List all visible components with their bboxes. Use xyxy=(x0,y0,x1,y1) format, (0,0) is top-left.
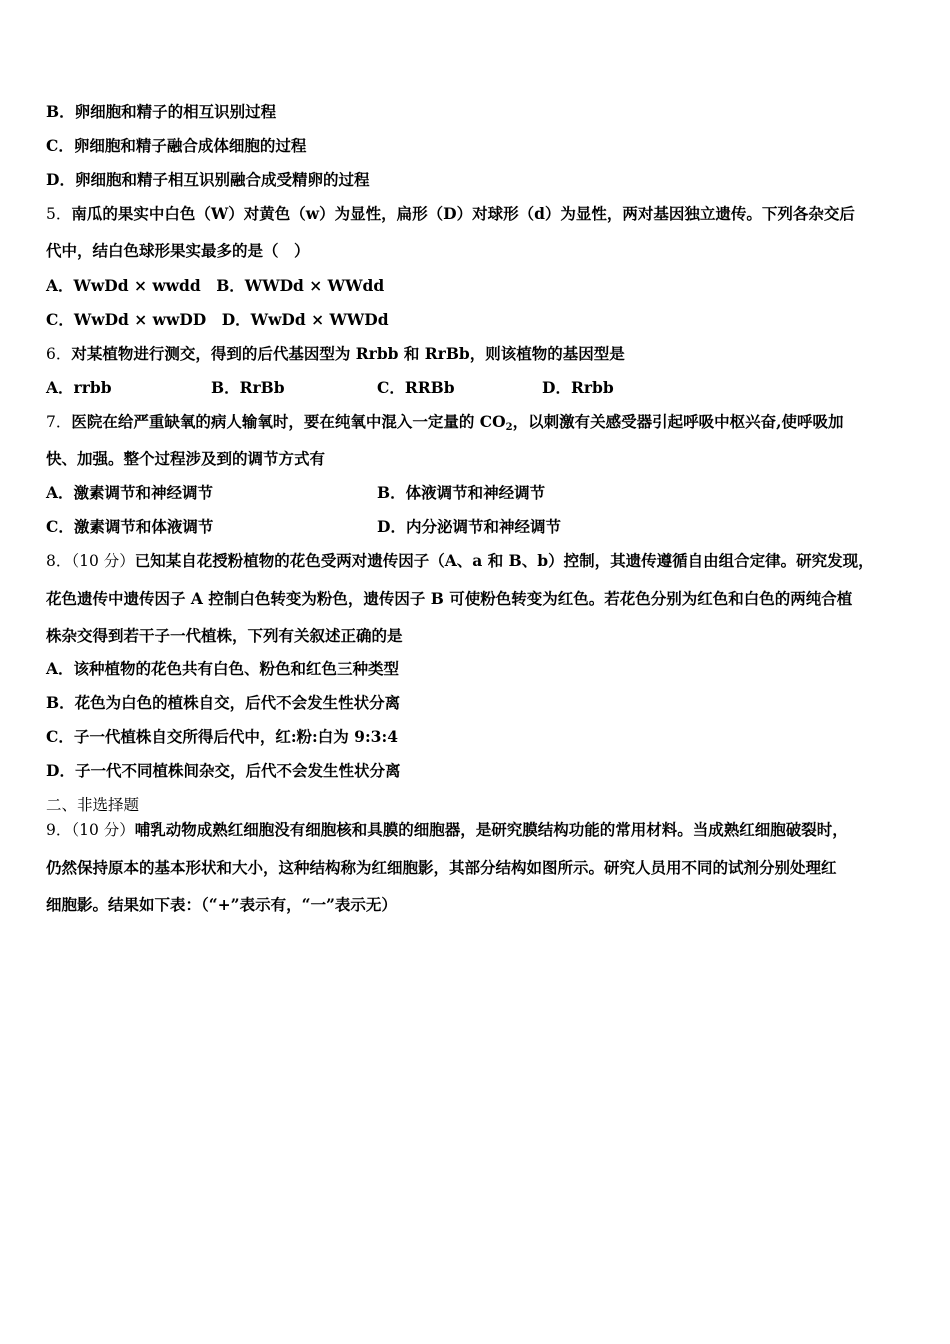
q8-option-a: A．该种植物的花色共有白色、粉色和红色三种类型 xyxy=(46,659,400,678)
q8-stem-line1 xyxy=(46,550,874,572)
q7-number: 7． xyxy=(46,413,72,431)
q8-number: 8． xyxy=(46,552,72,570)
q7-option-d: D．内分泌调节和神经调节 xyxy=(377,517,561,536)
q9-number: 9． xyxy=(46,821,72,839)
q7-stem-pre: 医院在给严重缺氧的病人输氧时，要在纯氧中混入一定量的 CO xyxy=(71,412,506,431)
q9-stem-text: 哺乳动物成熟红细胞没有细胞核和具膜的细胞器，是研究膜结构功能的常用材料。当成熟红细胞破裂时， xyxy=(134,820,848,839)
q5-options-ab: A．WwDd × wwdd B．WWDd × WWdd xyxy=(46,276,385,295)
q7-stem-line1 xyxy=(46,411,844,439)
q6-stem xyxy=(46,343,625,365)
q9-score: （10 分） xyxy=(71,821,135,839)
q5-options-cd: C．WwDd × wwDD D．WwDd × WWDd xyxy=(46,310,389,329)
q5-stem-text: 南瓜的果实中白色（W）对黄色（w）为显性，扁形（D）对球形（d）为显性，两对基因独立遗传。下列各杂交后 xyxy=(71,204,855,223)
q4-option-c: C．卵细胞和精子融合成体细胞的过程 xyxy=(46,136,307,155)
q6-option-d: D．Rrbb xyxy=(542,378,614,397)
q7-stem-line2: 快、加强。整个过程涉及到的调节方式有 xyxy=(46,449,326,468)
q8-option-d: D．子一代不同植株间杂交，后代不会发生性状分离 xyxy=(46,761,401,780)
q8-stem-line2: 花色遗传中遗传因子 A 控制白色转变为粉色，遗传因子 B 可使粉色转变为红色。若花色分别为红色和白色的两纯合植 xyxy=(46,589,853,608)
q7-co2-subscript: 2 xyxy=(505,422,513,433)
q5-stem-line1 xyxy=(46,203,855,225)
q9-stem-line1 xyxy=(46,819,848,841)
q4-option-b: B．卵细胞和精子的相互识别过程 xyxy=(46,102,277,121)
q5-stem-line2: 代中，结白色球形果实最多的是（ ） xyxy=(46,241,310,260)
q8-score: （10 分） xyxy=(71,552,135,570)
q6-option-a: A．rrbb xyxy=(46,378,112,397)
q8-option-b: B．花色为白色的植株自交，后代不会发生性状分离 xyxy=(46,693,401,712)
q8-stem-text: 已知某自花授粉植物的花色受两对遗传因子（A、a 和 B、b）控制，其遗传遵循自由组合定律。研究发现， xyxy=(134,551,874,570)
q9-stem-line3: 细胞影。结果如下表：（“+”表示有，“一”表示无） xyxy=(46,895,397,914)
q7-option-b: B．体液调节和神经调节 xyxy=(377,483,546,502)
q8-option-c: C．子一代植株自交所得后代中，红:粉:白为 9:3:4 xyxy=(46,727,398,746)
q6-stem-text: 对某植物进行测交，得到的后代基因型为 Rrbb 和 RrBb，则该植物的基因型是 xyxy=(71,344,625,363)
q9-stem-line2: 仍然保持原本的基本形状和大小，这种结构称为红细胞影，其部分结构如图所示。研究人员用不同的试剂分别处理红 xyxy=(46,858,837,877)
q4-option-d: D．卵细胞和精子相互识别融合成受精卵的过程 xyxy=(46,170,370,189)
q6-option-c: C．RRBb xyxy=(377,378,455,397)
q5-number: 5． xyxy=(46,205,72,223)
q7-option-a: A．激素调节和神经调节 xyxy=(46,483,214,502)
q7-option-c: C．激素调节和体液调节 xyxy=(46,517,214,536)
section-heading: 二、非选择题 xyxy=(46,796,140,814)
q6-number: 6． xyxy=(46,345,72,363)
q6-option-b: B．RrBb xyxy=(211,378,285,397)
q8-stem-line3: 株杂交得到若干子一代植株，下列有关叙述正确的是 xyxy=(46,626,403,645)
q7-stem-post: ，以刺激有关感受器引起呼吸中枢兴奋,使呼吸加 xyxy=(512,412,844,431)
